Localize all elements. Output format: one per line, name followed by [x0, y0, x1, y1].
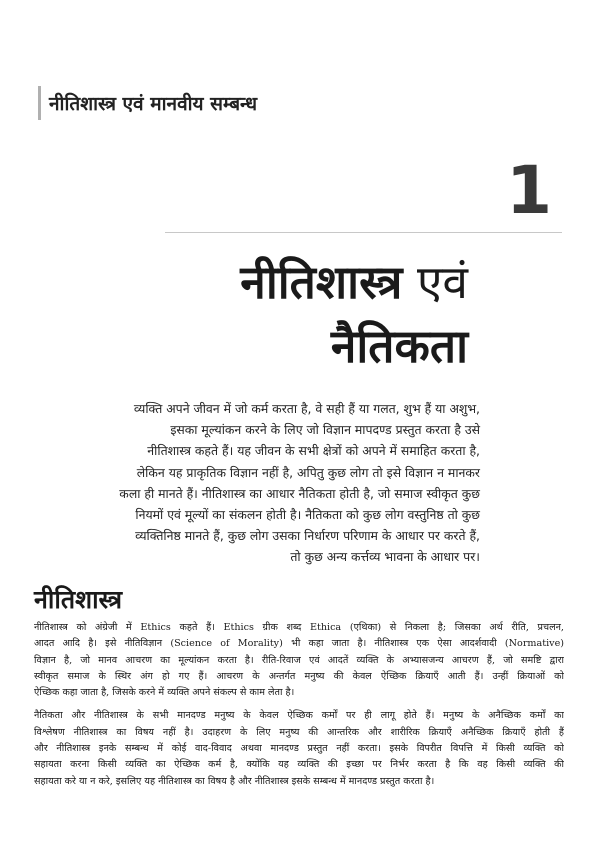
- body-line: नैतिकता और नीतिशास्त्र के सभी मानदण्ड मनुष्य के केवल ऐच्छिक कर्मों पर ही लागू होते हैं। मनुष्य के अनैच्छिक कर्मों का: [34, 710, 564, 722]
- body-line: सहायता करे या न करे, इसलिए यह नीतिशास्त्र का विषय है और नीतिशास्त्र इसके सम्बन्ध में मानदण्ड प्रस्तुत करता है।: [34, 775, 435, 787]
- body-line: स्वीकृत समाज के स्थिर अंग हो गए हैं। आचरण के अन्तर्गत मनुष्य की केवल ऐच्छिक क्रियाएँ आती हैं। उन्हीं क्रियाओं को: [34, 670, 564, 682]
- section-heading: नीतिशास्त्र: [34, 585, 123, 614]
- running-head-marker: [38, 86, 41, 120]
- intro-line: कला ही मानते हैं। नीतिशास्त्र का आधार नैतिकता होती है, जो समाज स्वीकृत कुछ: [119, 485, 480, 501]
- chapter-title-word-2: एवं: [402, 255, 468, 309]
- intro-line: लेकिन यह प्राकृतिक विज्ञान नहीं है, अपितु कुछ लोग तो इसे विज्ञान न मानकर: [136, 464, 480, 480]
- body-line: नीतिशास्त्र को अंग्रेजी में Ethics कहते हैं। Ethics ग्रीक शब्द Ethica (एथिका) से निकला है; जिसका अर्थ रीति, प्रचलन,: [34, 622, 564, 633]
- intro-line: तो कुछ अन्य कर्त्तव्य भावना के आधार पर।: [290, 549, 480, 565]
- body-line: ऐच्छिक कहा जाता है, जिसके करने में व्यक्ति अपने संकल्प से काम लेता है।: [34, 687, 295, 699]
- chapter-number: 1: [506, 152, 552, 229]
- body-line: विश्लेषण नीतिशास्त्र का विषय नहीं है। उदाहरण के लिए मनुष्य की आन्तरिक और शारीरिक क्रियाएँ अनैच्छिक क्रियाएँ होती हैं: [34, 726, 564, 738]
- chapter-intro: [30, 398, 480, 568]
- chapter-rule: [165, 232, 562, 233]
- body-line: और नीतिशास्त्र इनके सम्बन्ध में कोई वाद-विवाद अथवा मानदण्ड प्रस्तुत नहीं करता। इसके विपरीत विपत्ति में किसी व्यक्ति को: [34, 743, 564, 755]
- running-head-text: नीतिशास्त्र एवं मानवीय सम्बन्ध: [49, 93, 258, 115]
- paragraph-2: [34, 708, 564, 789]
- running-head: [38, 86, 257, 120]
- body-line: विज्ञान है, जो मानव आचरण का मूल्यांकन करता है। रीति-रिवाज एवं आदतें व्यक्ति के अभ्यासजन्य आचरण हैं, जो समष्टि द्वारा: [34, 654, 564, 666]
- chapter-title-word-1: नीतिशास्त्र: [240, 255, 403, 309]
- intro-line: इसका मूल्यांकन करने के लिए जो विज्ञान मापदण्ड प्रस्तुत करता है उसे: [170, 422, 480, 438]
- intro-line: नियमों एवं मूल्यों का संकलन होती है। नैतिकता को कुछ लोग वस्तुनिष्ठ तो कुछ: [135, 507, 480, 523]
- chapter-title: [240, 250, 468, 378]
- chapter-title-line-1: [240, 250, 468, 314]
- intro-line: नीतिशास्त्र कहते हैं। यह जीवन के सभी क्षेत्रों को अपने में समाहित करता है,: [147, 443, 480, 459]
- intro-line: व्यक्ति अपने जीवन में जो कर्म करता है, वे सही हैं या गलत, शुभ हैं या अशुभ,: [133, 401, 480, 416]
- intro-line: व्यक्तिनिष्ठ मानते हैं, कुछ लोग उसका निर्धारण परिणाम के आधार पर करते हैं,: [135, 528, 480, 544]
- paragraph-1: [34, 620, 564, 701]
- body-text: [34, 620, 564, 790]
- body-line: आदत आदि है। इसे नीतिविज्ञान (Science of Morality) भी कहा जाता है। नीतिशास्त्र एक ऐसा आदर्शवादी (Normative): [34, 638, 564, 650]
- body-line: सहायता करना किसी व्यक्ति का ऐच्छिक कर्म है, क्योंकि यह व्यक्ति की इच्छा पर निर्भर करता है कि वह किसी व्यक्ति की: [34, 759, 564, 771]
- chapter-title-line-2: नैतिकता: [330, 319, 468, 373]
